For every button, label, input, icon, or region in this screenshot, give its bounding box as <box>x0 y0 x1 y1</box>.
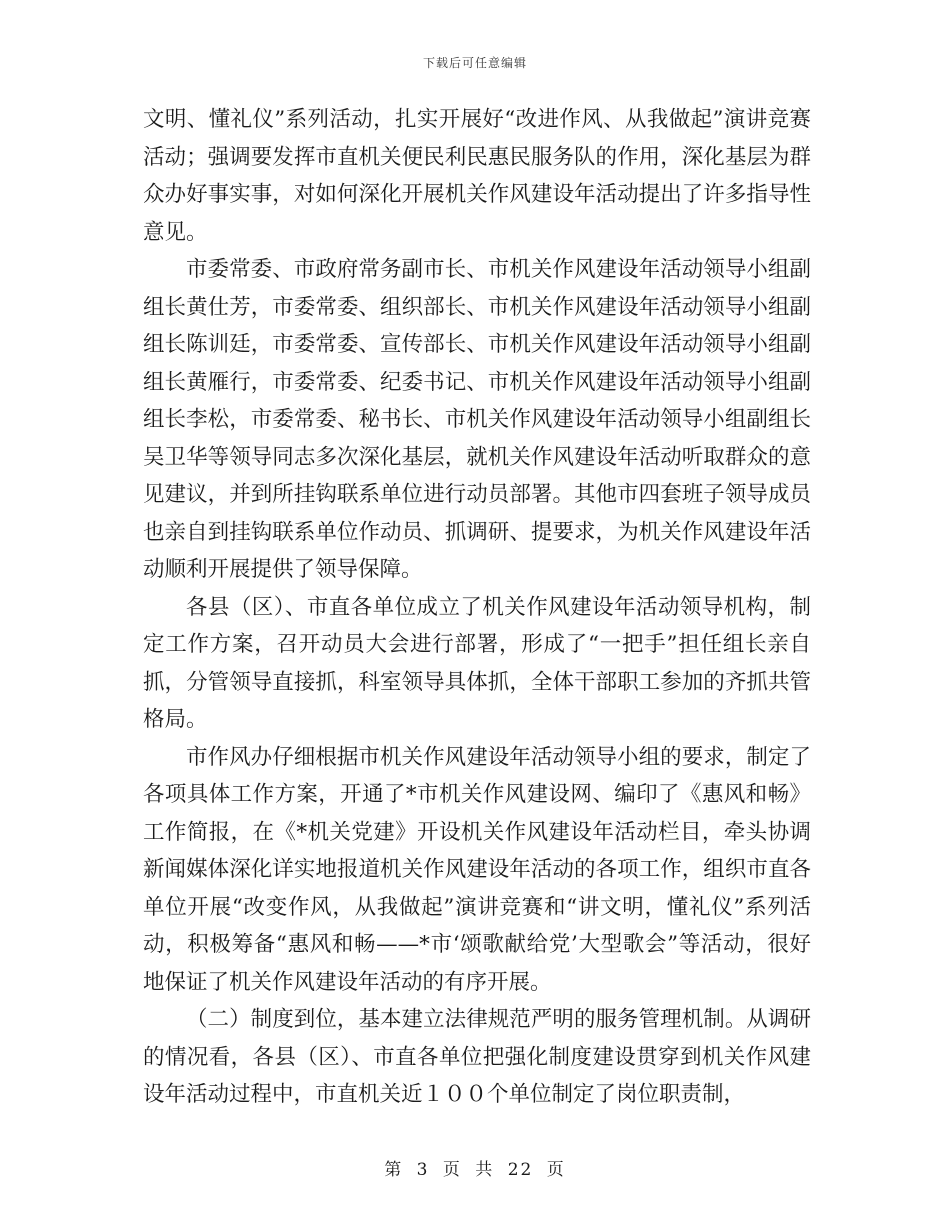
document-body <box>143 101 811 1114</box>
paragraph-section-two: （二）制度到位，基本建立法律规范严明的服务管理机制。从调研的情况看，各县（区）、市直各单位把强化制度建设贯穿到机关作风建设年活动过程中，市直机关近１００个单位制定了岗位职责制， <box>143 1007 811 1107</box>
paragraph-continuation: 文明、懂礼仪”系列活动，扎实开展好“改进作风、从我做起”演讲竞赛活动；强调要发挥市直机关便民利民惠民服务队的作用，深化基层为群众办好事实事，对如何深化开展机关作风建设年活动提出了许多指导性意见。 <box>143 107 811 245</box>
page-footer: 第 3 页 共 22 页 <box>384 1160 566 1180</box>
paragraph-units: 各县（区）、市直各单位成立了机关作风建设年活动领导机构，制定工作方案，召开动员大会进行部署，形成了“一把手”担任组长亲自抓，分管领导直接抓，科室领导具体抓，全体干部职工参加的齐抓共管格局。 <box>143 594 811 732</box>
paragraph-office: 市作风办仔细根据市机关作风建设年活动领导小组的要求，制定了各项具体工作方案，开通了*市机关作风建设网、编印了《惠风和畅》工作简报，在《*机关党建》开设机关作风建设年活动栏目，牵头协调新闻媒体深化详实地报道机关作风建设年活动的各项工作，组织市直各单位开展“改变作风，从我做起”演讲竞赛和“讲文明，懂礼仪”系列活动，积极筹备“惠风和畅——*市‘颂歌献给党’大型歌会”等活动，很好地保证了机关作风建设年活动的有序开展。 <box>143 744 811 995</box>
paragraph-leaders: 市委常委、市政府常务副市长、市机关作风建设年活动领导小组副组长黄仕芳，市委常委、组织部长、市机关作风建设年活动领导小组副组长陈训廷，市委常委、宣传部长、市机关作风建设年活动领导小组副组长黄雁行，市委常委、纪委书记、市机关作风建设年活动领导小组副组长李松，市委常委、秘书长、市机关作风建设年活动领导小组副组长吴卫华等领导同志多次深化基层，就机关作风建设年活动听取群众的意见建议，并到所挂钩联系单位进行动员部署。其他市四套班子领导成员也亲自到挂钩联系单位作动员、抓调研、提要求，为机关作风建设年活动顺利开展提供了领导保障。 <box>143 257 811 582</box>
page-header-note: 下载后可任意编辑 <box>422 56 527 70</box>
